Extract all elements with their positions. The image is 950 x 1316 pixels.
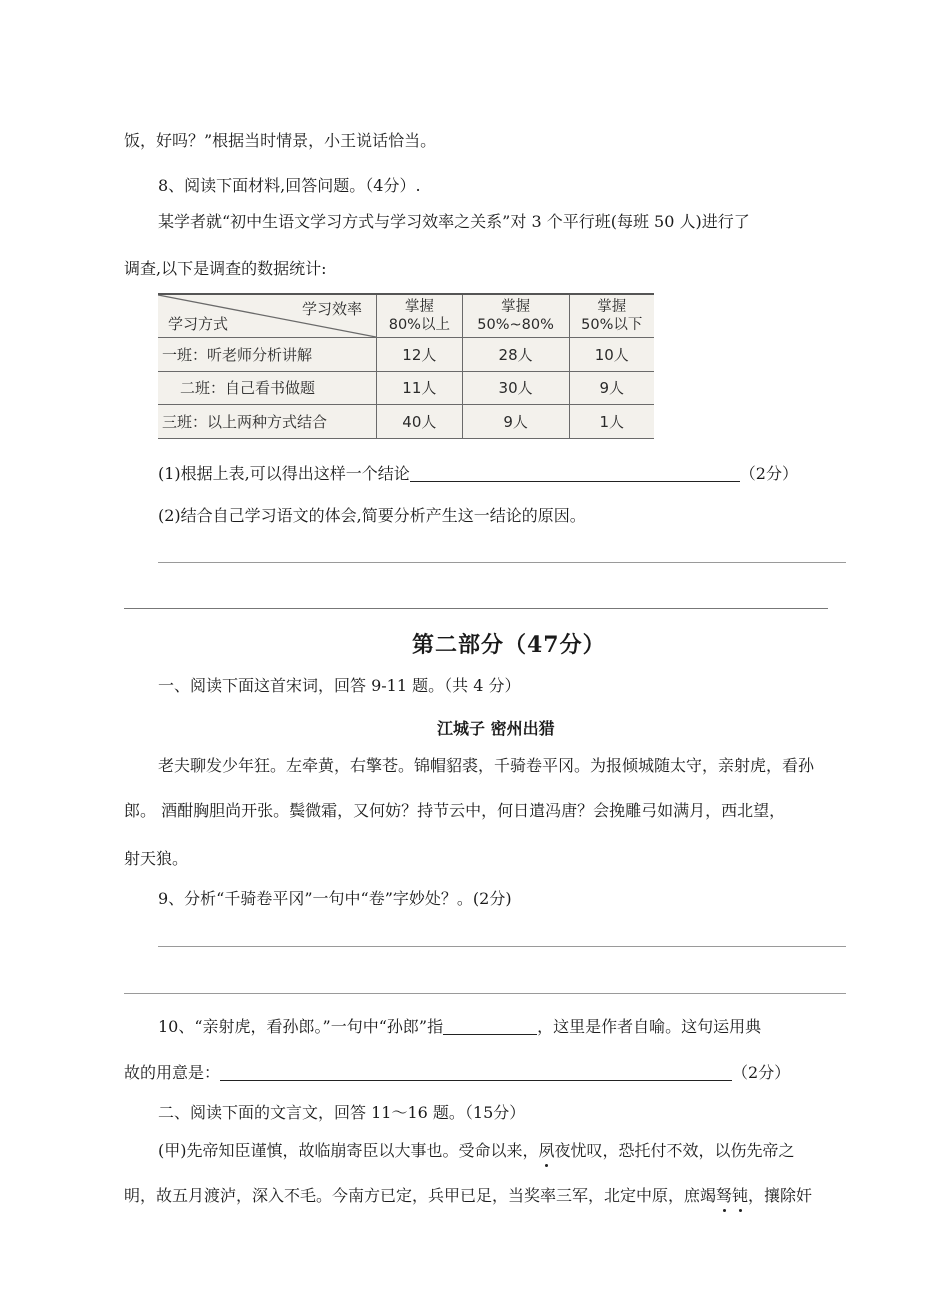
poem-line1: 老夫聊发少年狂。左牵黄，右擎苍。锦帽貂裘，千骑卷平冈。为报倾城随太守，亲射虎，看孙	[158, 756, 815, 775]
q8-answer-line[interactable]	[158, 562, 846, 563]
corner-bottom-label: 学习方式	[168, 315, 229, 333]
row-label: 三班：以上两种方式结合	[158, 405, 377, 439]
classical-line2: 明，故五月渡泸，深入不毛。今南方已定，兵甲已足，当奖率三军，北定中原，庶竭驽钝，攘除奸	[124, 1186, 813, 1205]
table-row	[158, 338, 654, 372]
part2-title: 第二部分（47分）	[412, 632, 606, 658]
q8-sub1-text: (1)根据上表,可以得出这样一个结论	[158, 464, 410, 483]
emphasis-char: 钝	[732, 1186, 749, 1205]
q9-answer-line1[interactable]	[158, 946, 846, 947]
row-label: 二班：自己看书做题	[158, 371, 377, 405]
poem-title: 江城子 密州出猎	[437, 719, 555, 738]
table-cell: 9人	[462, 405, 569, 439]
corner-top-label: 学习效率	[301, 300, 362, 318]
intro-line: 饭，好吗？”根据当时情景，小王说话恰当。	[124, 131, 437, 150]
table-cell: 40人	[377, 405, 463, 439]
column-header: 掌握 50%以下	[569, 294, 654, 338]
table-cell: 30人	[462, 371, 569, 405]
q10-line2-text: 故的用意是：	[124, 1063, 221, 1082]
poem-line3: 射天狼。	[124, 849, 189, 868]
q10-line2	[124, 1063, 790, 1083]
column-header: 掌握 80%以上	[377, 294, 463, 338]
classical-line1: (甲)先帝知臣谨慎，故临崩寄臣以大事也。受命以来，夙夜忧叹，恐托付不效，以伤先帝之	[158, 1141, 795, 1160]
q10-points: （2分）	[732, 1063, 791, 1082]
table-cell: 10人	[569, 338, 654, 372]
q8-sub1-answer-blank[interactable]	[410, 465, 740, 482]
q10-blank-sunlang[interactable]	[443, 1018, 537, 1035]
section1-heading: 一、阅读下面这首宋词，回答 9-11 题。（共 4 分）	[158, 676, 521, 695]
table-cell: 11人	[377, 371, 463, 405]
table-corner-header	[158, 294, 377, 338]
q10-blank-purpose[interactable]	[220, 1064, 732, 1081]
q9-text: 9、分析“千骑卷平冈”一句中“卷”字妙处？。(2分)	[158, 889, 512, 908]
table-cell: 12人	[377, 338, 463, 372]
emphasis-char: 夙	[538, 1141, 555, 1160]
q9-answer-line2[interactable]	[124, 993, 846, 994]
table-row	[158, 405, 654, 439]
table-row	[158, 371, 654, 405]
q10-text-part2: ，这里是作者自喻。这句运用典	[537, 1017, 762, 1036]
table-cell: 28人	[462, 338, 569, 372]
q8-sub2: (2)结合自己学习语文的体会,简要分析产生这一结论的原因。	[158, 506, 586, 525]
q10-line1	[158, 1017, 761, 1037]
q8-heading: 8、阅读下面材料,回答问题。（4分）.	[158, 176, 421, 195]
q8-sub1-points: （2分）	[739, 464, 798, 483]
survey-table	[158, 293, 654, 439]
table-cell: 1人	[569, 405, 654, 439]
table-cell: 9人	[569, 371, 654, 405]
emphasis-char: 驽	[716, 1186, 733, 1205]
row-label: 一班：听老师分析讲解	[158, 338, 377, 372]
q8-sub1	[158, 464, 798, 484]
poem-line2: 郎。 酒酣胸胆尚开张。鬓微霜，又何妨？持节云中，何日遣冯唐？会挽雕弓如满月，西北望，	[124, 801, 786, 820]
q8-paragraph-line1: 某学者就“初中生语文学习方式与学习效率之关系”对 3 个平行班(每班 50 人)进行了	[158, 212, 750, 231]
q10-text-part1: 10、“亲射虎，看孙郎。”一句中“孙郎”指	[158, 1017, 444, 1036]
section2-heading: 二、阅读下面的文言文，回答 11～16 题。（15分）	[158, 1103, 526, 1122]
column-header: 掌握 50%~80%	[462, 294, 569, 338]
q8-paragraph-line2: 调查,以下是调查的数据统计:	[124, 259, 327, 278]
section-divider	[124, 608, 828, 609]
